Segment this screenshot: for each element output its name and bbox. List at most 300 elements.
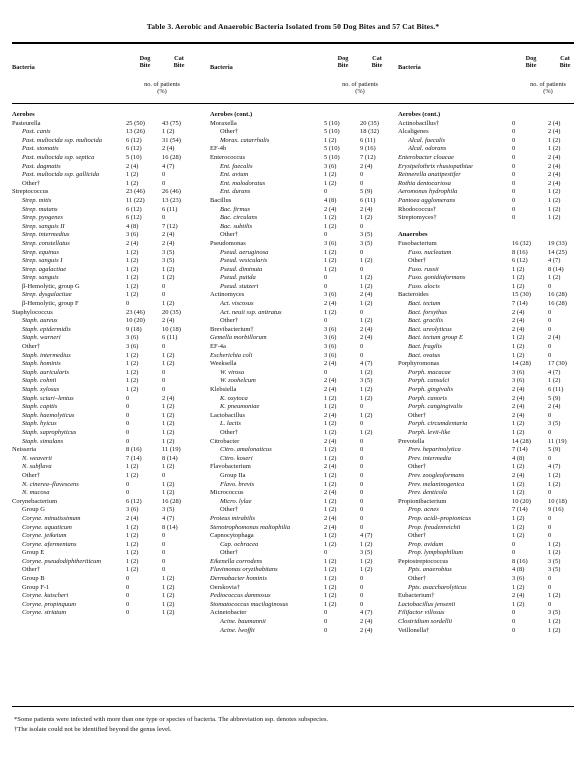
cat-bite-count: 0 [162,377,166,385]
dog-bite-count: 2 (4) [324,411,337,419]
table-row [12,592,208,601]
table-title: Table 3. Aerobic and Anaerobic Bacteria Isolated from 50 Dog Bites and 57 Cat Bites.* [146,22,440,31]
dog-bite-count: 6 (12) [126,497,142,505]
cat-bite-count: 2 (4) [548,153,561,161]
bacteria-name: Strep. constellatus [22,239,70,247]
table-row [210,549,406,558]
dog-bite-count: 2 (4) [512,411,525,419]
table-row [12,352,208,361]
table-row [398,481,586,490]
table-row [12,154,208,163]
table-row [398,395,586,404]
table-row [398,429,586,438]
table-row [398,566,586,575]
cat-bite-count: 0 [548,600,552,608]
dog-bite-count: 2 (4) [324,489,337,497]
table-row [12,137,208,146]
bacteria-name: Other† [220,549,239,557]
dog-bite-count: 0 [512,609,516,617]
dog-bite-count: 6 (12) [126,205,142,213]
dog-bite-count: 1 (2) [324,257,337,265]
bacteria-name: Bac. circulans [220,214,258,222]
table-row [210,171,406,180]
table-row [12,163,208,172]
dog-bite-count: 1 (2) [324,214,337,222]
cat-bite-count: 0 [360,506,364,514]
table-row [12,515,208,524]
bacteria-name: N. mucosa [22,489,50,497]
cat-bite-count: 1 (2) [548,145,561,153]
bacteria-name: Coryne. propinquum [22,600,76,608]
cat-bite-count: 0 [360,343,364,351]
bacteria-name: Stenotrophomonas maltophilia [210,523,291,531]
dog-bite-count: 0 [126,394,130,402]
bacteria-name: Acine. baumannii [220,618,266,626]
dog-bite-count: 9 (18) [126,325,142,333]
dog-bite-count: 1 (2) [324,532,337,540]
bacteria-header: Bacteria [398,64,421,71]
table-row [210,403,406,412]
cat-bite-count: 0 [360,248,364,256]
dog-bite-count: 4 (8) [512,566,525,574]
cat-bite-count: 1 (2) [162,420,175,428]
table-row [398,214,586,223]
bacteria-name: Coryne. pseudodiphtheriticum [22,557,102,565]
table-row [12,489,208,498]
dog-bite-header: Dog Bite [337,55,349,69]
bacteria-name: Clostridium sordellii [398,618,453,626]
dog-bite-count: 1 (2) [324,394,337,402]
bacteria-name: Ent. faecalis [220,162,253,170]
table-row [398,601,586,610]
table-row [210,575,406,584]
bacteria-name: Group IIa [220,471,246,479]
bacteria-name: Staph. cohnii [22,377,57,385]
bacteria-name: Aeromonas hydrophila [398,188,458,196]
bacteria-name: Staph. hyicus [22,420,57,428]
cat-bite-count: 4 (7) [162,162,175,170]
dog-bite-count: 1 (2) [512,523,525,531]
footnotes [14,715,328,735]
bacteria-name: Rhodococcus† [398,205,437,213]
dog-bite-count: 1 (2) [324,265,337,273]
cat-bite-count: 0 [548,583,552,591]
cat-bite-count: 3 (5) [548,566,561,574]
bacteria-name: Cap. ochracea [220,540,259,548]
table-row [210,481,406,490]
dog-bite-count: 0 [324,274,328,282]
table-row [210,300,406,309]
cat-bite-count: 6 (11) [360,136,376,144]
dog-bite-count: 6 (12) [126,145,142,153]
table-row [210,274,406,283]
bacteria-name: Other† [408,463,427,471]
dog-bite-count: 4 (8) [324,196,337,204]
cat-bite-count: 0 [360,403,364,411]
cat-bite-count: 3 (5) [162,506,175,514]
dog-bite-count: 2 (4) [512,325,525,333]
table-row [398,463,586,472]
cat-bite-count: 0 [162,471,166,479]
dog-bite-count: 1 (2) [512,489,525,497]
bacteria-name: Coryne. minutissimum [22,514,81,522]
section-heading-row [398,231,586,240]
table-row [210,532,406,541]
bacteria-name: Other† [408,411,427,419]
bacteria-name: Strep. equinus [22,248,59,256]
table-row [12,558,208,567]
cat-bite-count: 1 (2) [548,205,561,213]
cat-bite-count: 1 (2) [162,265,175,273]
bacteria-name: W. virosa [220,368,245,376]
dog-bite-count: 1 (2) [324,428,337,436]
bacteria-name: Coryne. aquaticum [22,523,72,531]
table-row [12,197,208,206]
dog-bite-count: 1 (2) [324,566,337,574]
bacteria-name: Porph. cansulci [408,377,450,385]
bacteria-name: Group B [22,575,45,583]
table-row [210,524,406,533]
bacteria-name: Ent. malodoratus [220,179,266,187]
table-row [12,274,208,283]
bacteria-name: Capnocytophaga [210,532,254,540]
cat-bite-count: 0 [162,171,166,179]
cat-bite-count: 1 (2) [162,592,175,600]
dog-bite-count: 6 (12) [512,257,528,265]
bacteria-name: Fuso. russii [408,265,439,273]
bacteria-name: Past. canis [22,128,51,136]
dog-bite-count: 0 [324,282,328,290]
dog-bite-header: Dog Bite [139,55,151,69]
dog-bite-count: 1 (2) [126,248,139,256]
bacteria-name: Other† [408,257,427,265]
table-row [12,223,208,232]
footnote: †The isolate could not be identified beyond the genus level. [14,726,172,733]
table-row [398,386,586,395]
table-row [210,352,406,361]
cat-bite-count: 4 (7) [548,257,561,265]
dog-bite-count: 1 (2) [512,274,525,282]
cat-bite-count: 3 (5) [548,420,561,428]
dog-bite-count: 0 [126,583,130,591]
bacteria-name: Rothia dentocariosa [398,179,451,187]
bacteria-header: Bacteria [12,64,35,71]
dog-bite-count: 1 (2) [126,282,139,290]
table-row [210,627,406,636]
table-row [12,498,208,507]
bacteria-name: Pasteurella [12,119,41,127]
table-row [210,326,406,335]
bacteria-name: Stomatococcus mucilaginosus [210,600,289,608]
cat-bite-count: 1 (2) [162,360,175,368]
cat-bite-count: 1 (2) [548,618,561,626]
table-row [398,369,586,378]
table-row [398,283,586,292]
cat-bite-count: 7 (12) [162,222,178,230]
table-row [210,592,406,601]
dog-bite-count: 1 (2) [126,463,139,471]
bacteria-name: Streptococcus [12,188,49,196]
dog-bite-count: 1 (2) [126,171,139,179]
bacteria-name: Other† [220,428,239,436]
dog-bite-count: 0 [512,626,516,634]
table-row [398,145,586,154]
bacteria-name: Eubacterium† [398,592,435,600]
cat-bite-count: 5 (9) [548,446,561,454]
table-row [12,291,208,300]
bacteria-name: Prop. avidum [408,540,444,548]
bacteria-name: Porph. levii-like [408,428,451,436]
bacteria-name: Other† [22,566,41,574]
table-row [210,197,406,206]
dog-bite-count: 3 (6) [324,334,337,342]
bacteria-name: Bact. gracilis [408,317,444,325]
dog-bite-count: 1 (2) [512,583,525,591]
dog-bite-count: 1 (2) [126,265,139,273]
table-row [398,206,586,215]
bacteria-name: Acinetobacter [210,609,247,617]
bacteria-name: Staph. simulans [22,437,64,445]
bacteria-name: Dermabacter hominis [210,575,267,583]
dog-bite-count: 0 [324,188,328,196]
bacteria-name: Strep. intermedius [22,231,70,239]
table-row [12,429,208,438]
dog-bite-count: 8 (16) [512,248,528,256]
bacteria-name: Proteus mirabilis [210,514,256,522]
table-row [398,498,586,507]
dog-bite-count: 2 (4) [324,463,337,471]
bacteria-name: Fuso. alocis [408,282,440,290]
dog-bite-count: 0 [324,231,328,239]
dog-bite-count: 0 [512,128,516,136]
bacteria-name: Pseudomonas [210,239,246,247]
cat-bite-count: 16 (28) [162,497,181,505]
dog-bite-count: 1 (2) [324,592,337,600]
bacteria-name: Porph. cangingivalis [408,403,463,411]
bacteria-name: Other† [22,343,41,351]
cat-bite-count: 1 (2) [162,411,175,419]
table-row [210,145,406,154]
table-row [398,575,586,584]
table-row [12,343,208,352]
dog-bite-count: 3 (6) [126,506,139,514]
table-row [210,180,406,189]
table-row [12,188,208,197]
bacteria-name: Porph. circumdentaria [408,420,468,428]
cat-bite-count: 0 [162,282,166,290]
cat-bite-count: 3 (5) [548,557,561,565]
dog-bite-count: 3 (6) [512,575,525,583]
cat-bite-count: 1 (2) [162,609,175,617]
cat-bite-count: 17 (30) [548,360,567,368]
bacteria-name: Gemella morbillorum [210,334,267,342]
table-row [12,420,208,429]
bacteria-name: Bac. firmus [220,205,250,213]
table-row [210,609,406,618]
footnote: *Some patients were infected with more than one type or species of bacteria. The abbreviation ssp. denotes subspecies. [14,716,329,723]
table-row [210,489,406,498]
dog-bite-count: 4 (8) [126,222,139,230]
cat-bite-count: 26 (46) [162,188,181,196]
dog-bite-count: 7 (14) [512,506,528,514]
table-row [398,609,586,618]
bacteria-name: Alcal. odorans [408,145,447,153]
bacteria-name: Actinobacillus† [398,119,440,127]
cat-bite-count: 0 [162,566,166,574]
cat-bite-count: 0 [360,514,364,522]
table-row [398,446,586,455]
cat-bite-count: 8 (14) [548,265,564,273]
cat-bite-count: 1 (2) [548,196,561,204]
table-row [210,412,406,421]
dog-bite-count: 0 [126,575,130,583]
dog-bite-count: 0 [512,540,516,548]
bacteria-name: L. lactis [220,420,241,428]
dog-bite-count: 0 [126,420,130,428]
bacteria-name: Staph. xylosus [22,386,60,393]
dog-bite-count: 0 [126,403,130,411]
bacteria-name: Oerskovia† [210,583,240,591]
cat-bite-count: 2 (4) [360,325,373,333]
bacteria-name: Other† [22,179,41,187]
table-row [210,429,406,438]
bacteria-name: Strep. sanguis II [22,222,65,230]
bacteria-name: Bact. fragilis [408,343,442,351]
dog-bite-count: 1 (2) [324,179,337,187]
dog-bite-count: 0 [512,145,516,153]
dog-bite-count: 3 (6) [324,162,337,170]
bacteria-name: Past. multocida ssp. gallicida [22,171,100,179]
dog-bite-count: 1 (2) [126,566,139,574]
dog-bite-count: 16 (32) [512,239,531,247]
cat-bite-count: 1 (2) [162,600,175,608]
dog-bite-count: 0 [324,618,328,626]
dog-bite-count: 0 [126,600,130,608]
cat-bite-count: 2 (4) [548,162,561,170]
dog-bite-count: 0 [126,411,130,419]
bacteria-name: Eikenella corrodens [210,557,263,565]
dog-bite-count: 1 (2) [126,557,139,565]
bacteria-name: Porph. canoris [408,394,447,402]
dog-bite-count: 1 (2) [324,454,337,462]
table-row [12,334,208,343]
dog-bite-count: 1 (2) [126,471,139,479]
dog-bite-count: 3 (6) [324,325,337,333]
table-row [12,283,208,292]
bacteria-name: Prev. heparinolytica [408,446,461,454]
dog-bite-count: 11 (22) [126,196,145,204]
bacteria-name: Pseud. stutzeri [220,282,259,290]
cat-bite-count: 1 (2) [162,437,175,445]
bacteria-name: Coryne. afermentans [22,540,77,548]
cat-bite-count: 3 (5) [360,377,373,385]
dog-bite-count: 0 [126,437,130,445]
table-row [398,592,586,601]
dog-bite-count: 0 [126,609,130,617]
table-row [210,317,406,326]
bacteria-name: Filifactor villosus [398,609,445,617]
dog-bite-count: 1 (2) [324,583,337,591]
table-row [398,300,586,309]
cat-bite-count: 0 [360,523,364,531]
dog-bite-count: 14 (28) [512,437,531,445]
dog-bite-count: 6 (12) [126,136,142,144]
cat-bite-count: 10 (18) [162,325,181,333]
bacteria-name: Past. stomatis [22,145,59,153]
table-row [398,360,586,369]
bacteria-name: Porph. macacae [408,368,451,376]
bacteria-name: Escherichia coli [210,351,253,359]
table-row [398,377,586,386]
cat-bite-count: 1 (2) [360,214,373,222]
cat-bite-count: 10 (18) [548,497,567,505]
dog-bite-count: 2 (4) [512,308,525,316]
table-row [398,412,586,421]
top-rule [12,42,574,44]
dog-bite-count: 3 (6) [324,239,337,247]
table-row [12,575,208,584]
table-row [210,154,406,163]
table-row [398,274,586,283]
dog-bite-count: 1 (2) [512,343,525,351]
table-column-3 [398,111,586,635]
cat-bite-count: 0 [548,575,552,583]
table-row [12,446,208,455]
table-row [12,180,208,189]
dog-bite-count: 0 [324,609,328,617]
dog-bite-count: 0 [324,626,328,634]
dog-bite-count: 1 (2) [126,523,139,531]
bacteria-name: Staph. sciuri–lentus [22,394,74,402]
bacteria-name: Veillonella† [398,626,430,634]
dog-bite-count: 1 (2) [512,428,525,436]
bacteria-name: Moraxella [210,119,237,127]
dog-bite-count: 1 (2) [324,540,337,548]
table-row [398,541,586,550]
cat-bite-count: 2 (4) [162,231,175,239]
cat-bite-count: 2 (4) [360,334,373,342]
table-row [12,214,208,223]
table-row [12,128,208,137]
dog-bite-count: 1 (2) [324,446,337,454]
bacteria-name: Alcal. faecalis [408,136,446,144]
bacteria-name: Enterococcus [210,153,246,161]
table-row [210,188,406,197]
table-row [398,154,586,163]
bacteria-name: Prop. acidi–propionicus [408,514,472,522]
cat-bite-count: 2 (4) [548,179,561,187]
bacteria-name: Citro. amalonaticus [220,446,272,454]
bacteria-name: Group F-1 [22,583,50,591]
table-row [398,249,586,258]
cat-bite-count: 3 (5) [360,549,373,557]
unit-header: no. of patients (%) [342,81,378,95]
cat-bite-count: 1 (2) [162,583,175,591]
table-row [398,438,586,447]
table-row [398,334,586,343]
bacteria-name: Act. viscosus [220,300,254,308]
bacteria-name: Past. multocida ssp. multocida [22,136,102,144]
bacteria-name: Ppts. anaerobius [408,566,452,574]
cat-bite-count: 20 (35) [162,308,181,316]
bacteria-name: Staph. saprophyticus [22,428,77,436]
dog-bite-count: 0 [512,162,516,170]
dog-bite-count: 3 (6) [324,351,337,359]
bacteria-name: β-Hemolytic, group F [22,300,79,308]
table-row [12,249,208,258]
table-row [210,223,406,232]
dog-bite-count: 1 (2) [126,351,139,359]
